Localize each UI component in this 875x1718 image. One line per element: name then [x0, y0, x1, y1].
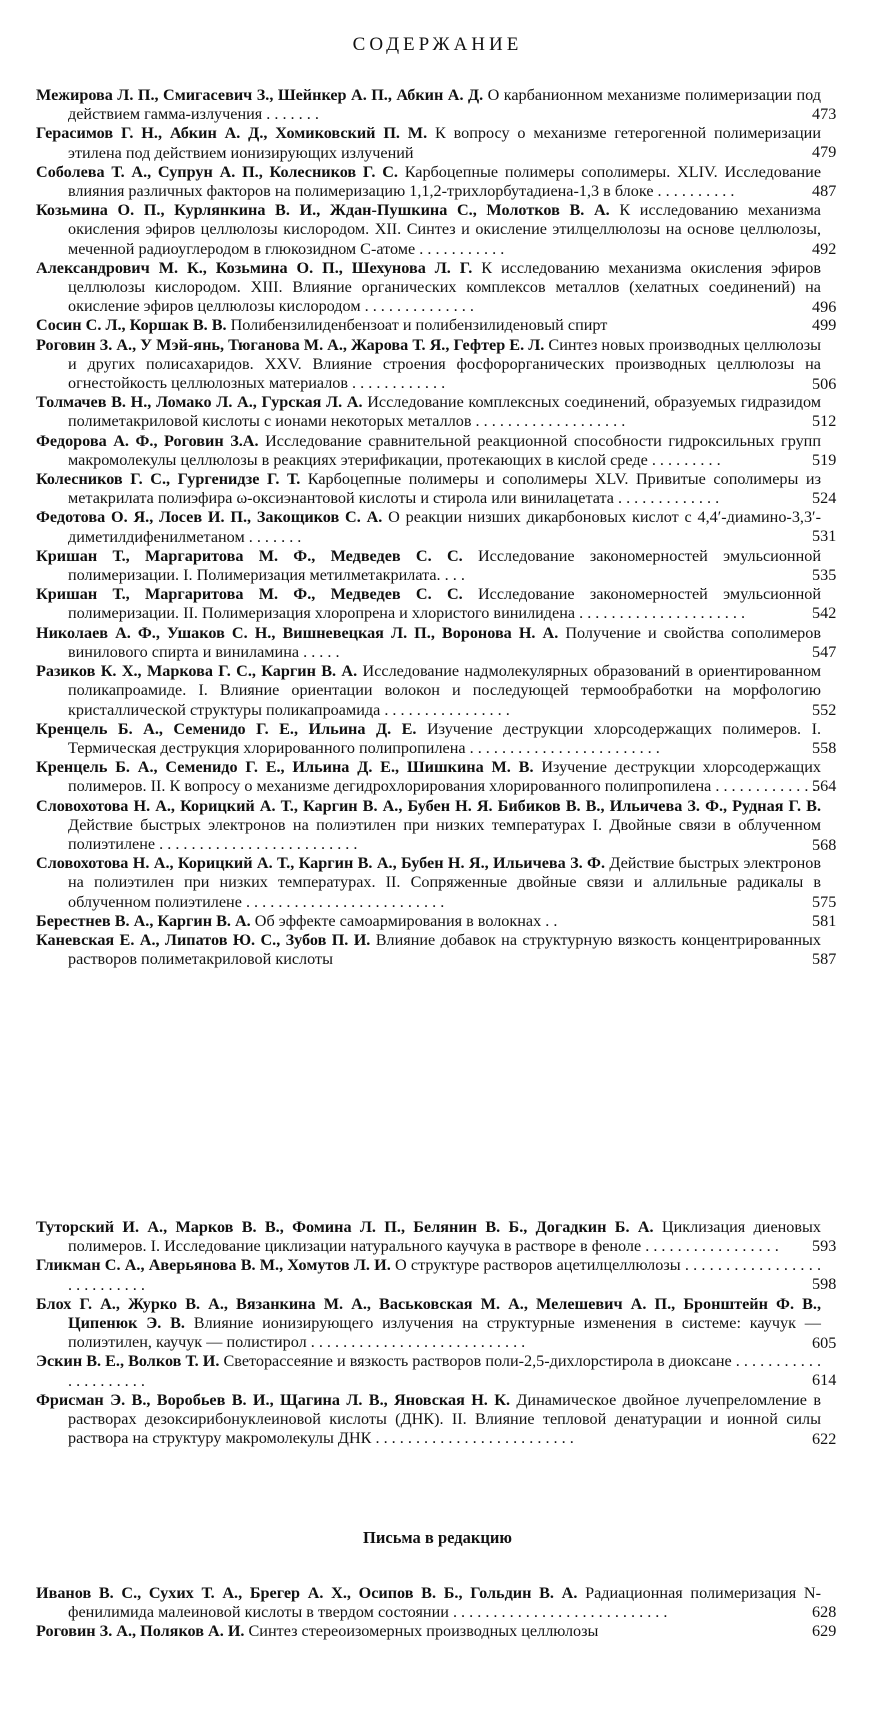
page-title: СОДЕРЖАНИЕ — [352, 34, 523, 55]
toc-entry-authors: Межирова Л. П., Смигасевич З., Шейнкер А. П., Абкин А. Д. — [36, 86, 484, 104]
toc-entry-title: Влияние ионизирующего излучения на структурные изменения в системе: каучук — полиэтилен, каучук — полистирол . . . . . . . . . . . . . . . . . . . . . . . . . . . — [68, 1314, 821, 1352]
toc-entry — [36, 162, 837, 201]
toc-entry — [36, 431, 837, 470]
toc-entry-authors: Туторский И. А., Марков В. В., Фомина Л. П., Белянин В. Б., Догадкин Б. А. — [36, 1218, 654, 1236]
toc-entry-title: Исследование комплексных соединений, образуемых гидразидом полиметакриловой кислоты с ионами некоторых металлов . . . . . . . . . . . . . . . . . . . — [68, 393, 821, 431]
toc-entry-authors: Герасимов Г. Н., Абкин А. Д., Хомиковский П. М. — [36, 124, 428, 143]
toc-entry-authors: Федотова О. Я., Лосев И. П., Закощиков С. А. — [36, 508, 383, 527]
toc-entry-title: Изучение деструкции хлорсодержащих полимеров. II. К вопросу о механизме дегидрохлорирования хлорированного полипропилена . . . . . . . . . . . . . — [68, 758, 821, 796]
toc-entry-title: Радиационная полимеризация N-фенилимида малеиновой кислоты в твердом состоянии . . . . . . . . . . . . . . . . . . . . . . . . . . . — [68, 1584, 821, 1622]
toc-entry-authors: Иванов В. С., Сухих Т. А., Брегер А. Х., Осипов В. Б., Гольдин В. А. — [36, 1584, 578, 1602]
toc-entry-page-number: 542 — [812, 604, 837, 623]
toc-entry — [36, 86, 837, 124]
toc-entry — [36, 1218, 837, 1256]
toc-entry-page-number: 587 — [812, 949, 837, 968]
toc-entry-page-number: 614 — [812, 1371, 837, 1390]
toc-entry-title: К исследованию механизма окисления эфиров целлюлозы кислородом. XII. Синтез и окисление этилцеллюлозы на основе целлюлозы, меченной радиоуглеродом в глюкозидном С-атоме . . . . . . . . . . . — [68, 201, 821, 258]
toc-entry-title: Синтез стереоизомерных производных целлюлозы — [244, 1622, 599, 1641]
toc-entry-text — [36, 931, 823, 969]
toc-entry-page-number: 524 — [812, 489, 837, 508]
toc-entry-authors: Толмачев В. Н., Ломако Л. А., Гурская Л. А. — [36, 393, 363, 412]
toc-entry-authors: Словохотова Н. А., Корицкий А. Т., Каргин В. А., Бубен Н. Я., Ильичева З. Ф. — [36, 854, 606, 873]
toc-entry-authors: Кренцель Б. А., Семенидо Г. Е., Ильина Д. Е., Шишкина М. В. — [36, 758, 534, 777]
toc-entry-authors: Роговин З. А., У Мэй-янь, Тюганова М. А., Жарова Т. Я., Гефтер Е. Л. — [36, 335, 545, 354]
toc-entry-page-number: 575 — [812, 893, 837, 912]
toc-entry-title: К вопросу о механизме гетерогенной полимеризации этилена под действием ионизирующих излучений — [68, 124, 821, 162]
toc-entry-authors: Кренцель Б. А., Семенидо Г. Е., Ильина Д. Е. — [36, 719, 417, 738]
toc-entry — [36, 854, 837, 912]
toc-entry-text — [36, 1391, 823, 1449]
toc-entry-title: Изучение деструкции хлорсодержащих полимеров. I. Термическая деструкция хлорированного полипропилена . . . . . . . . . . . . . . . . . . . . . . . . — [68, 719, 822, 757]
toc-entry-text — [36, 201, 823, 259]
toc-entry-page-number: 519 — [812, 450, 837, 469]
toc-entry-authors: Кришан Т., Маргаритова М. Ф., Медведев С. С. — [36, 585, 463, 604]
toc-entry — [36, 124, 837, 162]
toc-entry-page-number: 622 — [812, 1429, 837, 1448]
toc-entry-page-number: 531 — [812, 527, 837, 546]
toc-entry-authors: Словохотова Н. А., Корицкий А. Т., Каргин В. А., Бубен Н. Я. Бибиков В. В., Ильичева З. Ф., Рудная Г. В. — [36, 796, 821, 815]
toc-entry — [36, 623, 837, 662]
toc-entry-text — [36, 662, 823, 720]
toc-entry — [36, 546, 837, 585]
toc-entry-text — [36, 1622, 823, 1641]
toc-entry-text — [36, 1352, 823, 1390]
toc-entry — [36, 1294, 837, 1353]
toc-entry-title: О структуре растворов ацетилцеллюлозы . . . . . . . . . . . . . . . . . . . . . . . . . . . — [68, 1256, 821, 1294]
toc-entry-page-number: 568 — [812, 835, 837, 854]
toc-entry-page-number: 479 — [812, 143, 837, 162]
toc-entry-title: Карбоцепные полимеры и сополимеры XLV. Привитые сополимеры из метакрилата полиэфира ω-оксиэнантовой кислоты и стирола или винилацетата . . . . . . . . . . . . . — [68, 470, 821, 508]
toc-entry-title: Циклизация диеновых полимеров. I. Исследование циклизации натурального каучука в растворе в феноле . . . . . . . . . . . . . . . . . — [68, 1218, 821, 1256]
toc-entry-text — [36, 585, 823, 623]
toc-entry-authors: Сосин С. Л., Коршак В. В. — [36, 316, 227, 335]
toc-entry-title: О реакции низших дикарбоновых кислот с 4,4′-диамино-3,3′-диметилдифенилметаном . . . . . . . — [68, 508, 821, 546]
toc-entry-text — [36, 432, 823, 470]
toc-entry-page-number: 564 — [812, 777, 837, 796]
toc-entry — [36, 662, 837, 720]
toc-entry-text — [36, 720, 823, 758]
toc-entry-text — [36, 124, 823, 162]
toc-entry-authors: Берестнев В. А., Каргин В. А. — [36, 911, 251, 930]
toc-entry-title: Исследование закономерностей эмульсионной полимеризации. II. Полимеризация хлоропрена и хлористого винилидена . . . . . . . . . . . . . . . . . . . . . — [68, 585, 821, 623]
toc-entry-page-number: 535 — [812, 565, 837, 584]
toc-entry — [36, 1256, 837, 1294]
toc-entry-text — [36, 1584, 823, 1622]
toc-entry-text — [36, 163, 823, 201]
toc-entry-page-number: 487 — [812, 181, 837, 200]
toc-entry-title: Исследование закономерностей эмульсионной полимеризации. I. Полимеризация метилметакрилата. . . . — [68, 546, 821, 585]
toc-list — [36, 86, 837, 969]
toc-entry-title: Исследование сравнительной реакционной способности гидроксильных групп макромолекулы целлюлозы в реакциях этерификации, протекающих в кислой среде . . . . . . . . . — [68, 431, 821, 469]
toc-entry — [36, 470, 837, 508]
toc-entry — [36, 911, 837, 931]
toc-entry-text — [36, 547, 823, 585]
section-heading-letters: Письма в редакцию — [363, 1528, 512, 1547]
toc-entry-title: К исследованию механизма окисления эфиров целлюлозы кислородом. XIII. Влияние органических комплексов металлов (хелатных соединений) на окисление эфиров целлюлозы кислородом . . . . . . . . . . . . . . — [68, 258, 821, 316]
toc-entry-text — [36, 393, 823, 431]
toc-entry-title: Влияние добавок на структурную вязкость концентрированных растворов полиметакриловой кислоты — [68, 930, 821, 969]
toc-entry — [36, 258, 837, 317]
toc-entry — [36, 335, 837, 394]
toc-entry-authors: Колесников Г. С., Гургенидзе Г. Т. — [36, 470, 301, 489]
toc-list-continued — [36, 1218, 837, 1448]
toc-entry — [36, 1584, 837, 1622]
toc-entry-text — [36, 1256, 823, 1294]
toc-entry-title: Карбоцепные полимеры сополимеры. XLIV. Исследование влияния различных факторов на полимеризацию 1,1,2-трихлорбутадиена-1,3 в блоке . . . . . . . . . . — [68, 162, 822, 201]
toc-entry-title: Получение и свойства сополимеров винилового спирта и виниламина . . . . . — [68, 623, 821, 661]
toc-entry-page-number: 558 — [812, 738, 837, 757]
toc-entry-page-number: 629 — [812, 1622, 837, 1641]
toc-entry-page-number: 473 — [812, 105, 837, 123]
toc-entry-authors: Александрович М. К., Козьмина О. П., Шехунова Л. Г. — [36, 258, 473, 277]
toc-entry — [36, 758, 837, 796]
toc-entry-authors: Николаев А. Ф., Ушаков С. Н., Вишневецкая Л. П., Воронова Н. А. — [36, 623, 559, 642]
toc-entry-page-number: 496 — [812, 297, 837, 316]
toc-entry-title: Синтез новых производных целлюлозы и других полисахаридов. XXV. Влияние строения фосфорорганических производных целлюлозы на огнестойкость целлюлозных материалов . . . . . . . . . . . . — [68, 335, 821, 393]
toc-entry — [36, 796, 837, 855]
toc-entry-authors: Соболева Т. А., Супрун А. П., Колесников Г. С. — [36, 162, 398, 181]
toc-entry-authors: Блох Г. А., Журко В. А., Вязанкина М. А., Васьковская М. А., Мелешевич А. П., Бронштейн Ф. В., Ципенюк Э. В. — [36, 1294, 821, 1333]
toc-entry — [36, 1352, 837, 1390]
toc-entry — [36, 719, 837, 758]
toc-entry-title: Светорассеяние и вязкость растворов поли-2,5-дихлорстирола в диоксане . . . . . . . . . . . . . . . . . . . . . — [68, 1352, 821, 1390]
toc-entry-page-number: 581 — [812, 911, 837, 930]
toc-list-letters — [36, 1584, 837, 1642]
toc-entry-authors: Эскин В. Е., Волков Т. И. — [36, 1352, 220, 1371]
toc-entry-text — [36, 316, 823, 335]
toc-entry-page-number: 506 — [812, 374, 837, 393]
toc-entry-authors: Федорова А. Ф., Роговин З.А. — [36, 431, 259, 450]
toc-entry-title: Полибензилиденбензоат и полибензилиденовый спирт — [226, 316, 608, 335]
toc-entry-text — [36, 470, 823, 508]
toc-entry — [36, 930, 837, 969]
toc-entry-text — [36, 797, 823, 855]
toc-entry-text — [36, 86, 823, 124]
toc-entry-page-number: 492 — [812, 240, 837, 259]
toc-entry-page-number: 547 — [812, 642, 837, 661]
toc-entry-title: Действие быстрых электронов на полиэтилен при низких температурах I. Двойные связи в облученном полиэтилене . . . . . . . . . . . . . . . . . . . . . . . . . — [68, 815, 821, 853]
toc-entry-text — [36, 758, 823, 796]
toc-entry-authors: Гликман С. А., Аверьянова В. М., Хомутов Л. И. — [36, 1256, 391, 1275]
toc-entry-text — [36, 1218, 823, 1256]
toc-entry-authors: Кришан Т., Маргаритова М. Ф., Медведев С. С. — [36, 546, 463, 565]
toc-entry — [36, 508, 837, 546]
toc-entry-page-number: 512 — [812, 412, 837, 431]
toc-entry-text — [36, 912, 823, 931]
toc-entry — [36, 1622, 837, 1641]
toc-entry-page-number: 499 — [812, 316, 837, 335]
toc-entry-page-number: 598 — [812, 1275, 837, 1294]
toc-entry-page-number: 552 — [812, 701, 837, 720]
toc-entry-text — [36, 508, 823, 546]
toc-entry-text — [36, 854, 823, 912]
toc-entry-text — [36, 624, 823, 662]
toc-entry-page-number: 605 — [812, 1333, 837, 1352]
toc-entry-authors: Козьмина О. П., Курлянкина В. И., Ждан-Пушкина С., Молотков В. А. — [36, 201, 610, 220]
toc-entry-title: Динамическое двойное лучепреломление в растворах дезоксирибонуклеиновой кислоты (ДНК). II. Влияние тепловой денатурации и ионной силы раствора на структуру макромолекулы ДНК . . . . . . . . . . . . . . . . . . . . . . . . . — [68, 1390, 821, 1448]
toc-entry-title: О карбанионном механизме полимеризации под действием гамма-излучения . . . . . . . — [68, 86, 821, 124]
toc-entry — [36, 585, 837, 623]
toc-entry-authors: Каневская Е. А., Липатов Ю. С., Зубов П. И. — [36, 930, 371, 949]
toc-entry-title: Действие быстрых электронов на полиэтилен при низких температурах. II. Сопряженные двойные связи и аллильные радикалы в облученном полиэтилене . . . . . . . . . . . . . . . . . . . . . . . . . — [68, 854, 821, 911]
toc-entry-authors: Разиков К. Х., Маркова Г. С., Каргин В. А. — [36, 662, 358, 681]
toc-entry-text — [36, 259, 823, 317]
toc-entry-title: Об эффекте самоармирования в волокнах . . — [250, 911, 558, 930]
toc-entry — [36, 201, 837, 259]
toc-entry — [36, 316, 837, 335]
toc-entry — [36, 1390, 837, 1449]
toc-entry-page-number: 628 — [812, 1603, 837, 1621]
toc-entry — [36, 393, 837, 431]
toc-entry-authors: Роговин З. А., Поляков А. И. — [36, 1622, 245, 1641]
toc-entry-title: Исследование надмолекулярных образований в ориентированном поликапроамиде. I. Влияние ориентации волокон и последующей термообработки на морфологию кристаллической структуры поликапроамида . . . . . . . . . . . . . . . . — [68, 662, 822, 719]
toc-entry-page-number: 593 — [812, 1237, 837, 1255]
toc-entry-text — [36, 336, 823, 394]
toc-entry-authors: Фрисман Э. В., Воробьев В. И., Щагина Л. В., Яновская Н. К. — [36, 1390, 510, 1409]
toc-entry-text — [36, 1295, 823, 1353]
